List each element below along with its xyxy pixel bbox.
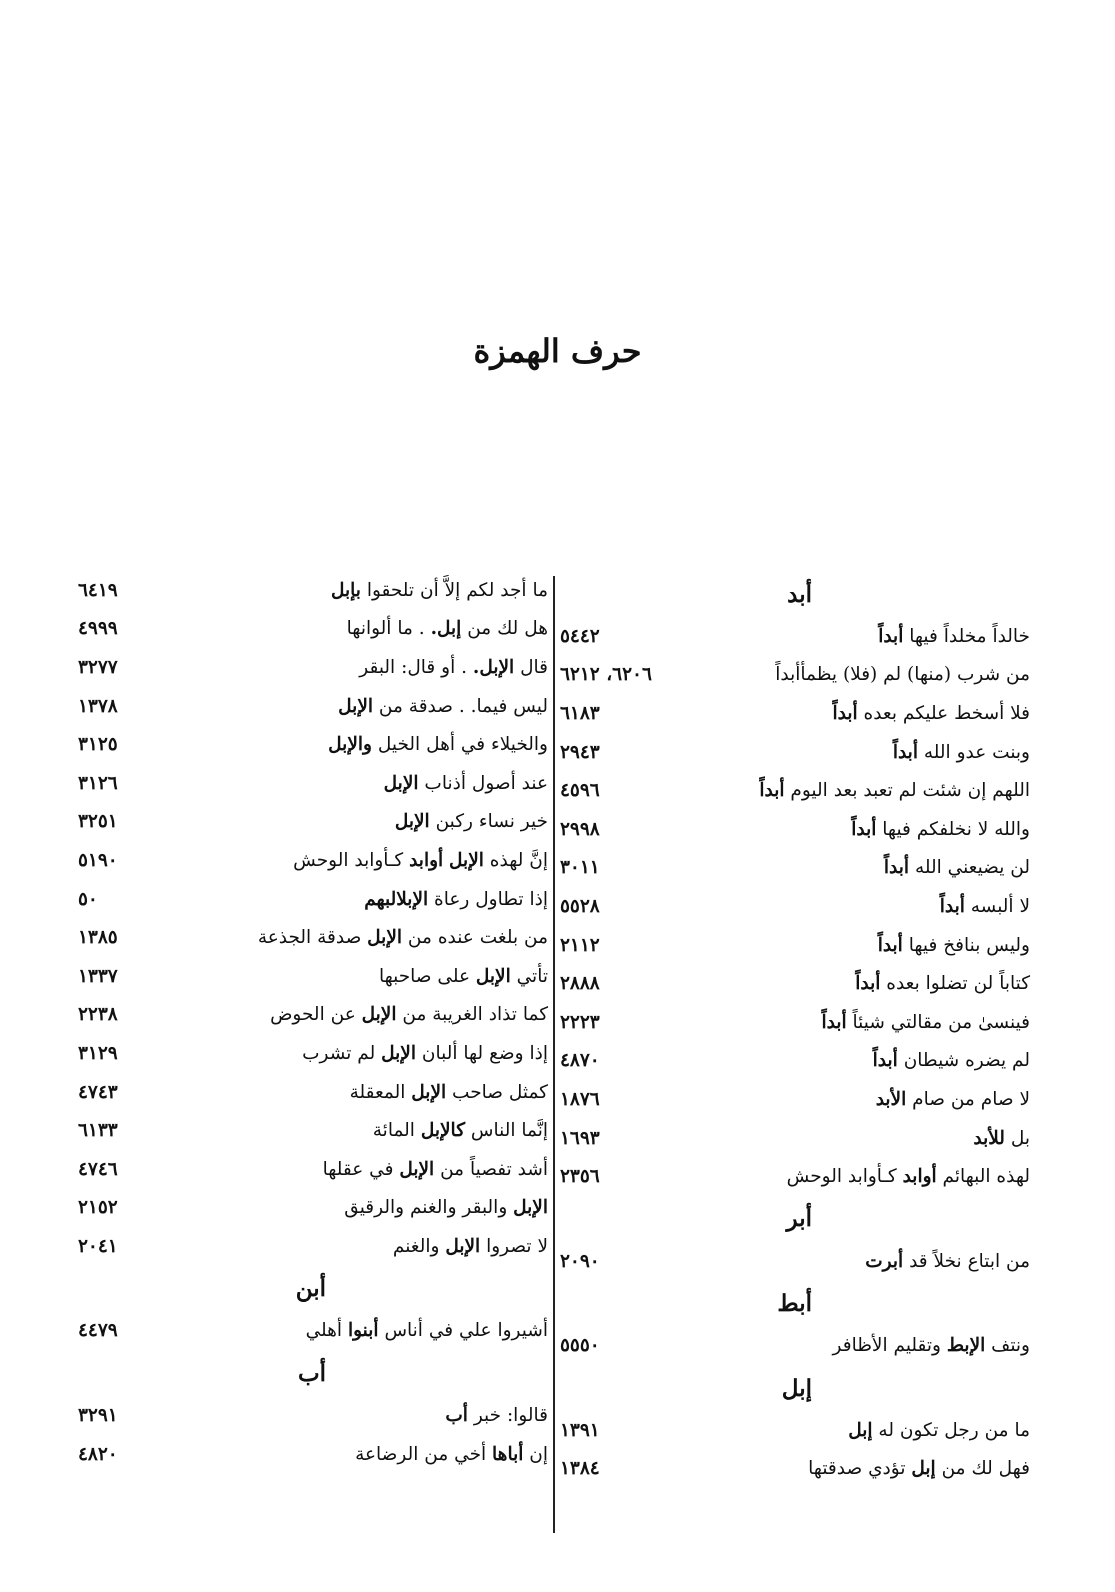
entry-reference-numbers: ٢٩٤٣ <box>560 741 600 763</box>
entry-reference-numbers: ٥١٩٠ <box>78 849 118 871</box>
entry-text: الإبل والبقر والغنم والرقيق <box>344 1197 548 1219</box>
entry-text: من بلغت عنده من الإبل صدقة الجذعة <box>257 927 548 949</box>
entry-text: والله لا نخلفكم فيها أبداً <box>851 818 1030 840</box>
index-entry <box>78 1034 548 1073</box>
entry-reference-numbers: ٢٢٢٣ <box>560 1011 600 1033</box>
index-entry <box>560 810 1030 849</box>
index-entry <box>560 656 1030 695</box>
entry-text: ما من رجل تكون له إبل <box>848 1419 1030 1441</box>
entry-reference-numbers: ٥٠ <box>78 888 98 910</box>
entry-text: وبنت عدو الله أبداً <box>892 741 1030 763</box>
index-entry <box>560 1157 1030 1196</box>
entry-text: ليس فيما. . صدقة من الإبل <box>338 695 548 717</box>
entry-reference-numbers: ٢٩٩٨ <box>560 818 600 840</box>
entry-reference-numbers: ٤٥٩٦ <box>560 780 600 802</box>
entry-text: إذا وضع لها ألبان الإبل لم تشرب <box>302 1042 548 1064</box>
entry-text: قالوا: خبر أب <box>445 1405 548 1427</box>
entry-text: خير نساء ركبن الإبل <box>394 811 548 833</box>
index-entry <box>78 764 548 803</box>
index-entry <box>78 610 548 649</box>
entry-text: بل للأبد <box>973 1127 1030 1149</box>
entry-reference-numbers: ٢٢٣٨ <box>78 1004 118 1026</box>
entry-reference-numbers: ٤٧٤٣ <box>78 1081 118 1103</box>
index-entry <box>78 1111 548 1150</box>
entry-text: فينسىٰ من مقالتي شيئاً أبداً <box>821 1011 1030 1033</box>
entry-reference-numbers: ٥٥٢٨ <box>560 895 600 917</box>
index-entry <box>560 1327 1030 1366</box>
entry-reference-numbers: ٥٥٥٠ <box>560 1335 600 1357</box>
entry-text: لم يضره شيطان أبداً <box>872 1050 1030 1072</box>
entry-text: لا تصروا الإبل والغنم <box>392 1235 548 1257</box>
entry-reference-numbers: ٦٢٠٦، ٦٢١٢ <box>560 664 652 686</box>
root-heading: إبل <box>781 1374 812 1402</box>
entry-reference-numbers: ٤٧٤٦ <box>78 1158 118 1180</box>
entry-text: من شرب (منها) لم (فلا) يظمأأبداً <box>775 664 1030 686</box>
index-entry <box>78 1312 548 1351</box>
entry-text: لا صام من صام الأبد <box>875 1088 1030 1110</box>
entry-text: هل لك من إبل. . ما ألوانها <box>346 618 548 640</box>
entry-reference-numbers: ٢٣٥٦ <box>560 1166 600 1188</box>
entry-text: إن أباها أخي من الرضاعة <box>355 1443 548 1465</box>
column-divider <box>553 576 555 1533</box>
index-entry <box>78 571 548 610</box>
index-entry <box>560 617 1030 656</box>
entry-text: فلا أسخط عليكم بعده أبداً <box>832 702 1030 724</box>
entry-text: لن يضيعني الله أبداً <box>883 857 1030 879</box>
index-entry <box>78 1150 548 1189</box>
entry-reference-numbers: ٦٤١٩ <box>78 579 118 601</box>
index-column-left <box>78 571 548 1473</box>
index-entry <box>78 996 548 1035</box>
index-entry <box>560 887 1030 926</box>
index-entry <box>560 964 1030 1003</box>
entry-text: إنَّما الناس كالإبل المائة <box>372 1120 548 1142</box>
entry-text: أشد تفصياً من الإبل في عقلها <box>322 1158 548 1180</box>
index-entry <box>560 733 1030 772</box>
index-entry <box>560 1042 1030 1081</box>
index-entry <box>78 841 548 880</box>
index-entry <box>78 687 548 726</box>
entry-reference-numbers: ٢١٥٢ <box>78 1197 118 1219</box>
index-entry <box>78 803 548 842</box>
entry-reference-numbers: ٣١٢٩ <box>78 1042 118 1064</box>
entry-text: فهل لك من إبل تؤدي صدقتها <box>808 1458 1030 1480</box>
entry-reference-numbers: ٣٢٧٧ <box>78 656 118 678</box>
index-entry <box>78 880 548 919</box>
entry-text: من ابتاع نخلاً قد أبرت <box>865 1250 1030 1272</box>
index-entry <box>560 1450 1030 1489</box>
entry-reference-numbers: ١٣٧٨ <box>78 695 118 717</box>
root-heading: أبد <box>787 580 812 608</box>
entry-reference-numbers: ٤٨٧٠ <box>560 1050 600 1072</box>
index-entry <box>560 694 1030 733</box>
entry-text: كمثل صاحب الإبل المعقلة <box>349 1081 548 1103</box>
entry-reference-numbers: ٦١٣٣ <box>78 1120 118 1142</box>
entry-text: والخيلاء في أهل الخيل والإبل <box>328 734 548 756</box>
index-entry <box>78 957 548 996</box>
entry-reference-numbers: ٣٠١١ <box>560 857 600 879</box>
entry-reference-numbers: ٢٠٩٠ <box>560 1250 600 1272</box>
page-title: حرف الهمزة <box>473 332 642 370</box>
index-entry <box>560 849 1030 888</box>
entry-text: ونتف الإبط وتقليم الأظافر <box>832 1335 1030 1357</box>
entry-reference-numbers: ١٣٨٤ <box>560 1458 600 1480</box>
index-entry <box>78 918 548 957</box>
entry-text: قال الإبل. . أو قال: البقر <box>359 656 548 678</box>
index-entry <box>560 1080 1030 1119</box>
entry-reference-numbers: ١٣٣٧ <box>78 965 118 987</box>
root-heading: أبط <box>777 1290 812 1317</box>
root-heading: أب <box>297 1359 326 1387</box>
entry-text: خالداً مخلداً فيها أبداً <box>878 625 1030 647</box>
entry-reference-numbers: ٣١٢٦ <box>78 772 118 794</box>
entry-reference-numbers: ١٣٨٥ <box>78 927 118 949</box>
index-entry <box>78 1227 548 1266</box>
root-heading: أبن <box>295 1275 326 1303</box>
index-entry <box>78 1073 548 1112</box>
index-entry <box>78 648 548 687</box>
index-column-right <box>560 571 1030 1488</box>
entry-text: لا ألبسه أبداً <box>939 895 1030 917</box>
entry-reference-numbers: ٣٢٥١ <box>78 811 118 833</box>
entry-reference-numbers: ١٨٧٦ <box>560 1088 600 1110</box>
entry-text: إنَّ لهذه الإبل أوابد كـأوابد الوحش <box>293 849 548 871</box>
index-entry <box>78 1189 548 1228</box>
index-entry <box>560 1411 1030 1450</box>
index-entry <box>560 1242 1030 1281</box>
entry-reference-numbers: ٤٨٢٠ <box>78 1443 118 1465</box>
entry-text: وليس بنافخ فيها أبداً <box>877 934 1030 956</box>
entry-text: عند أصول أذناب الإبل <box>383 772 548 794</box>
entry-text: إذا تطاول رعاة الإبلالبهم <box>364 888 548 910</box>
entry-text: كما تذاد الغريبة من الإبل عن الحوض <box>270 1004 548 1026</box>
entry-reference-numbers: ٣١٢٥ <box>78 734 118 756</box>
index-entry <box>78 1435 548 1474</box>
entry-reference-numbers: ١٣٩١ <box>560 1419 600 1441</box>
index-entry <box>78 725 548 764</box>
entry-reference-numbers: ٥٤٤٢ <box>560 625 600 647</box>
entry-reference-numbers: ٤٤٧٩ <box>78 1320 118 1342</box>
entry-reference-numbers: ١٦٩٣ <box>560 1127 600 1149</box>
entry-reference-numbers: ٢١١٢ <box>560 934 600 956</box>
index-entry <box>78 1396 548 1435</box>
entry-reference-numbers: ٦١٨٣ <box>560 702 600 724</box>
entry-text: اللهم إن شئت لم تعبد بعد اليوم أبداً <box>759 780 1030 802</box>
entry-text: أشيروا علي في أناس أبنوا أهلي <box>305 1320 548 1342</box>
entry-reference-numbers: ٢٠٤١ <box>78 1235 118 1257</box>
entry-text: لهذه البهائم أوابد كـأوابد الوحش <box>786 1166 1030 1188</box>
entry-text: تأتي الإبل على صاحبها <box>378 965 548 987</box>
entry-text: ما أجد لكم إلاَّ أن تلحقوا بإبل <box>330 579 548 601</box>
entry-text: كتاباً لن تضلوا بعده أبداً <box>855 973 1030 995</box>
index-entry <box>560 1003 1030 1042</box>
index-entry <box>560 926 1030 965</box>
entry-reference-numbers: ٣٢٩١ <box>78 1405 118 1427</box>
entry-reference-numbers: ٤٩٩٩ <box>78 618 118 640</box>
root-heading: أبر <box>786 1205 812 1233</box>
index-entry <box>560 1119 1030 1158</box>
index-entry <box>560 771 1030 810</box>
entry-reference-numbers: ٢٨٨٨ <box>560 973 600 995</box>
